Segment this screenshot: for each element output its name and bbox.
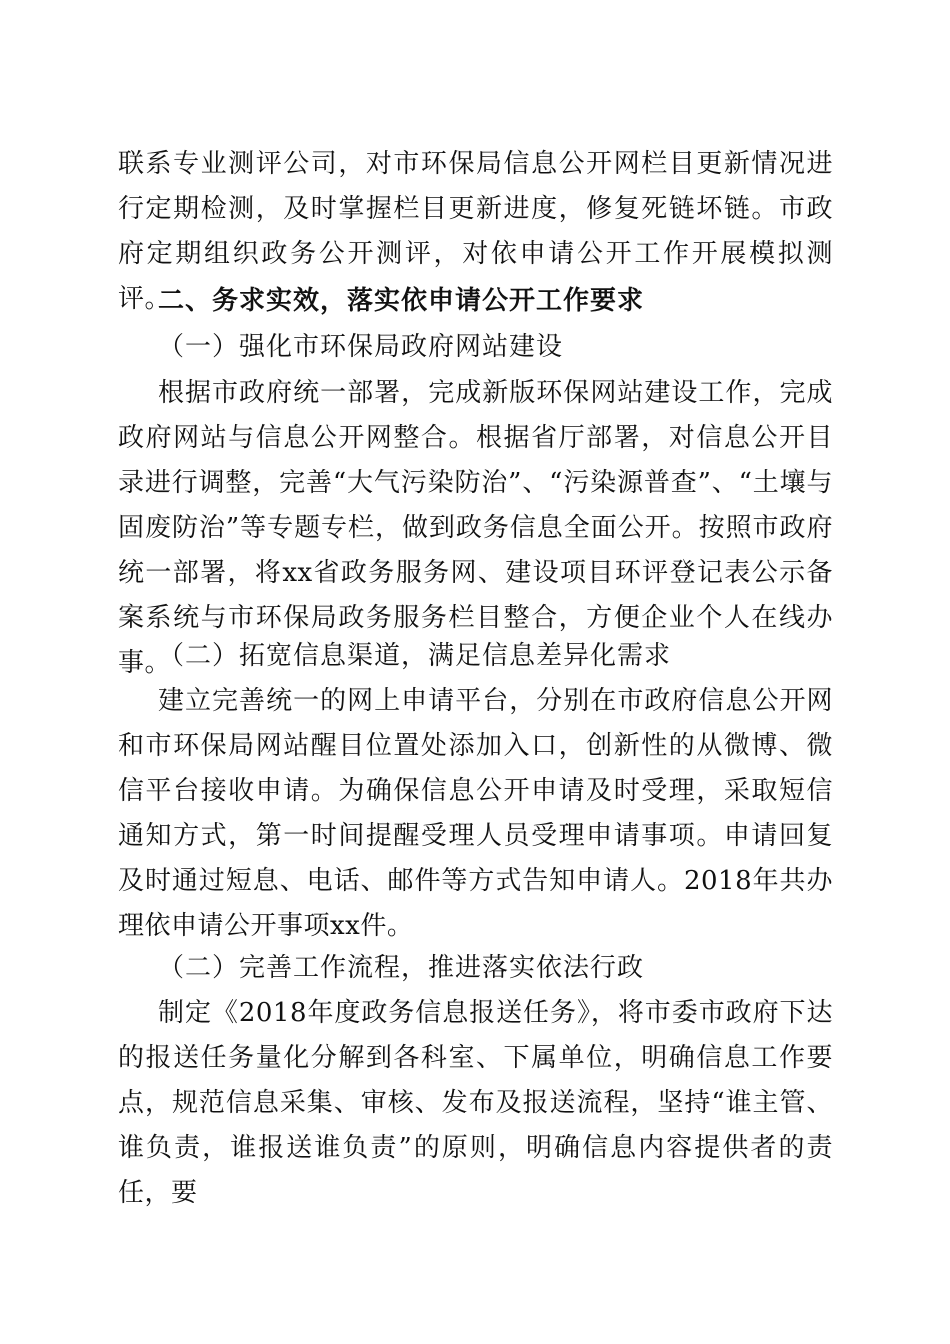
subsection-one-heading: （一）强化市环保局政府网站建设 [158,332,564,362]
subsection-two-heading: （二）拓宽信息渠道，满足信息差异化需求 [158,641,672,671]
subsection-three-body: 制定《2018年度政务信息报送任务》，将市委市政府下达的报送任务量化分解到各科室、下属单位，明确信息工作要点，规范信息采集、审核、发布及报送流程，坚持“谁主管、谁负责，谁报送谁负责”的原则，明确信息内容提供者的责任，要 [118,998,833,1208]
section-two-heading: 二、务求实效，落实依申请公开工作要求 [158,286,645,316]
subsection-one-body: 根据市政府统一部署，完成新版环保网站建设工作，完成政府网站与信息公开网整合。根据省厅部署，对信息公开目录进行调整，完善“大气污染防治”、“污染源普查”、“土壤与固废防治”等专题专栏，做到政务信息全面公开。按照市政府统一部署，将xx省政务服务网、建设项目环评登记表公示备案系统与市环保局政务服务栏目整合，方便企业个人在线办事。 [118,378,833,678]
subsection-three-heading: （二）完善工作流程，推进落实依法行政 [158,953,645,983]
subsection-two-body: 建立完善统一的网上申请平台，分别在市政府信息公开网和市环保局网站醒目位置处添加入口，创新性的从微博、微信平台接收申请。为确保信息公开申请及时受理，采取短信通知方式，第一时间提醒受理人员受理申请事项。申请回复及时通过短息、电话、邮件等方式告知申请人。2018年共办理依申请公开事项xx件。 [118,686,833,941]
intro-paragraph: 联系专业测评公司，对市环保局信息公开网栏目更新情况进行定期检测，及时掌握栏目更新进度，修复死链坏链。市政府定期组织政务公开测评，对依申请公开工作开展模拟测评。 [118,149,833,314]
